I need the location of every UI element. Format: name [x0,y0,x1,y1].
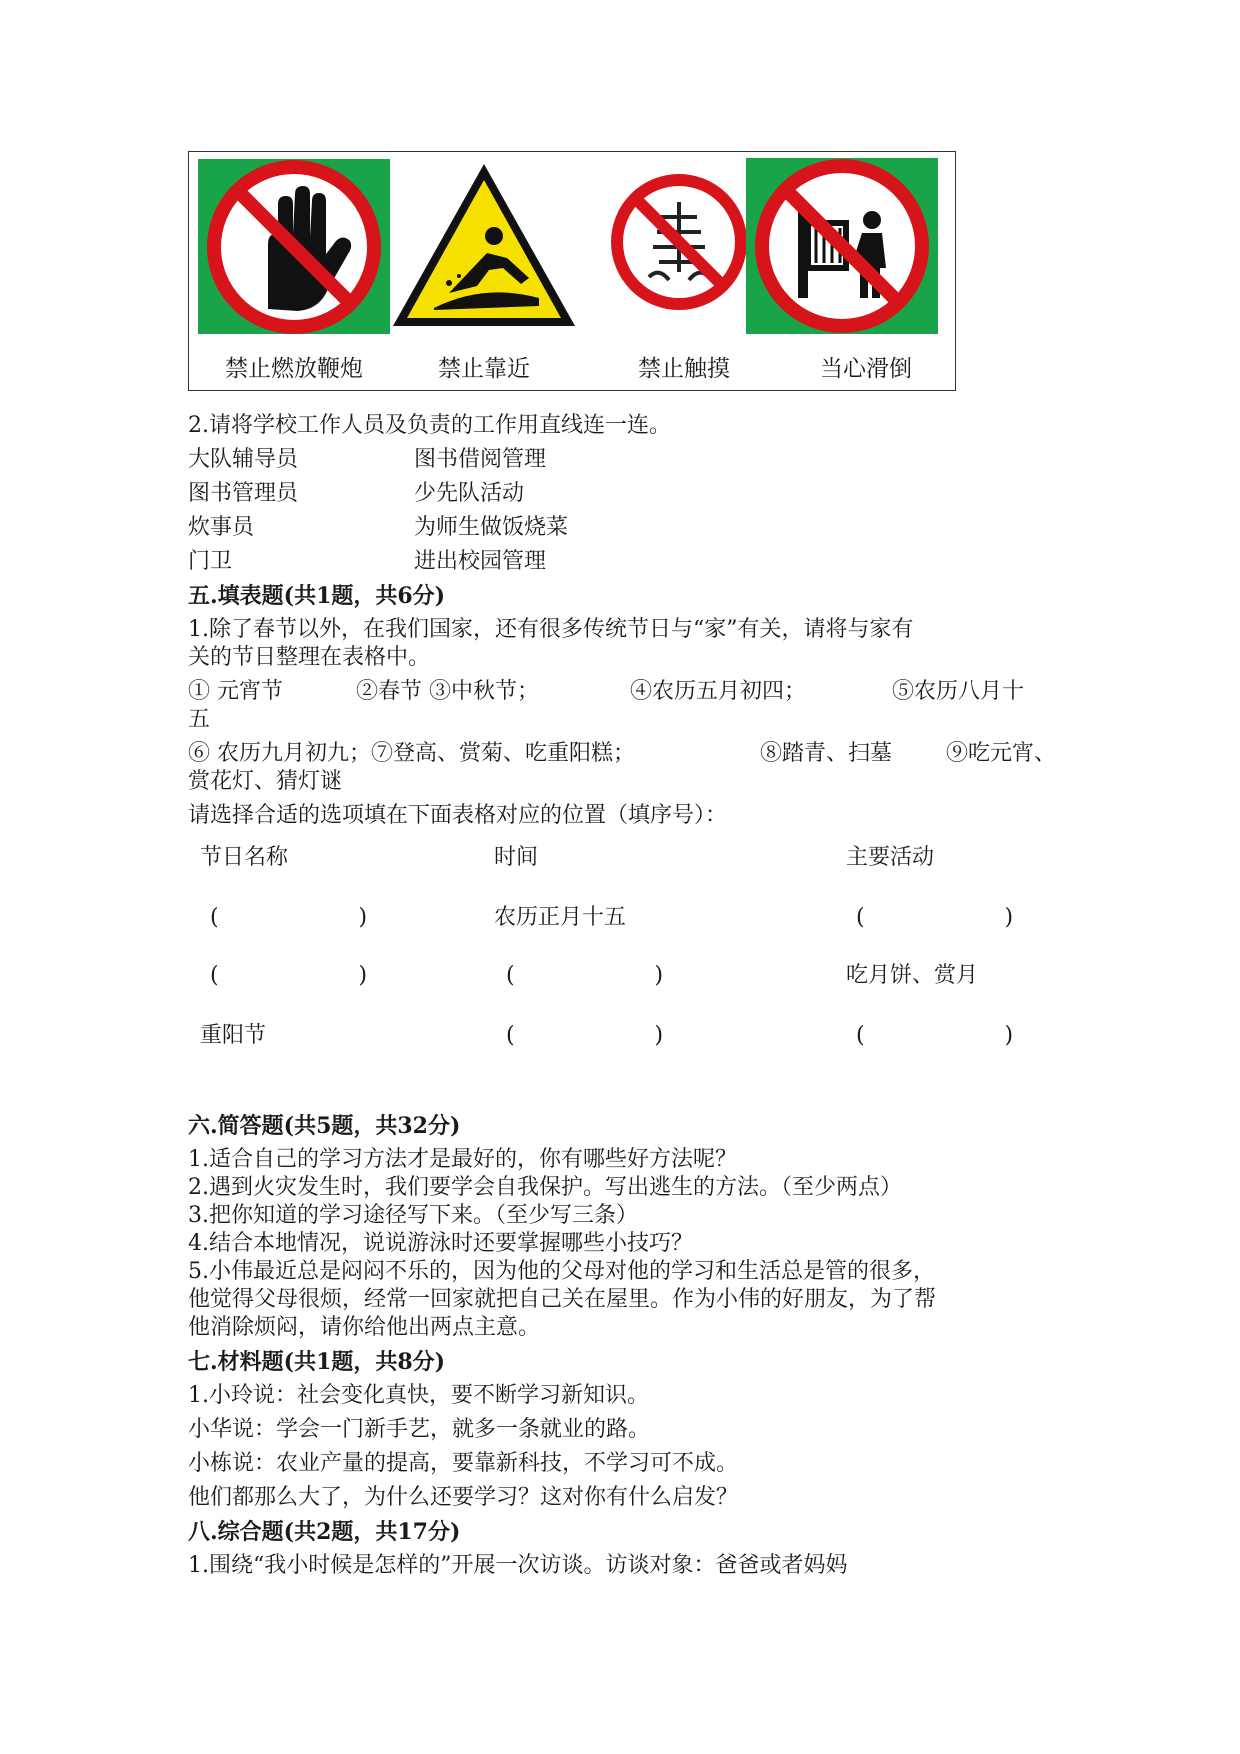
sec6-line-5: 5.小伟最近总是闷闷不乐的，因为他的父母对他的学习和生活总是管的很多， [188,1259,935,1284]
safety-sign-panel [188,151,956,391]
q2-left-2: 图书管理员 [188,481,299,506]
option-5: ⑤农历八月十 [892,679,1025,704]
sign-no-approach [746,158,938,334]
section-5-heading: 五.填表题(共1题，共6分) [188,583,446,609]
table-header-name: 节日名称 [200,845,289,870]
sign-caption-3: 禁止触摸 [638,356,730,382]
sec7-line-4: 他们都那么大了，为什么还要学习？这对你有什么启发？ [188,1485,739,1510]
table-cell-r2-c3: 吃月饼、赏月 [846,963,979,988]
sign-no-touch [198,159,390,334]
table-header-activity: 主要活动 [846,845,935,870]
option-6-7: ⑥ 农历九月初九；⑦登高、赏菊、吃重阳糕； [188,741,635,766]
sec6-line-7: 他消除烦闷，请你给他出两点主意。 [188,1315,541,1340]
option-9: ⑨吃元宵、 [946,741,1057,766]
table-cell-r3-c2: ( ) [506,1023,664,1048]
sign-no-fireworks [609,172,749,312]
table-header-time: 时间 [494,845,539,870]
sign-caption-4: 当心滑倒 [820,356,912,382]
table-cell-r3-c3: ( ) [856,1023,1014,1048]
section-7-heading: 七.材料题(共1题，共8分) [188,1349,446,1375]
sec6-line-4: 4.结合本地情况，说说游泳时还要掌握哪些小技巧？ [188,1231,693,1256]
q2-right-4: 进出校园管理 [414,549,547,574]
sec6-line-3: 3.把你知道的学习途径写下来。（至少写三条） [188,1203,638,1228]
q2-prompt: 2.请将学校工作人员及负责的工作用直线连一连。 [188,413,671,438]
table-cell-r1-c2: 农历正月十五 [494,905,627,930]
option-8: ⑧踏青、扫墓 [760,741,893,766]
q2-right-3: 为师生做饭烧菜 [414,515,569,540]
table-cell-r3-c1: 重阳节 [200,1023,267,1048]
sec6-line-2: 2.遇到火灾发生时，我们要学会自我保护。写出逃生的方法。（至少两点） [188,1175,902,1200]
no-approach-icon [746,158,938,334]
no-fireworks-icon [609,172,749,312]
q2-left-4: 门卫 [188,549,233,574]
sec7-line-2: 小华说：学会一门新手艺，就多一条就业的路。 [188,1417,651,1442]
sec6-line-6: 他觉得父母很烦，经常一回家就把自己关在屋里。作为小伟的好朋友，为了帮 [188,1287,937,1312]
table-cell-r2-c2: ( ) [506,963,664,988]
sign-caption-2: 禁止靠近 [438,356,530,382]
option-9-cont: 赏花灯、猜灯谜 [188,769,343,794]
sign-caption-1: 禁止燃放鞭炮 [225,356,363,382]
option-1: ① 元宵节 [188,679,283,704]
slip-warning-icon [389,158,579,338]
option-2-3: ②春节 ③中秋节； [356,679,539,704]
q2-right-1: 图书借阅管理 [414,447,547,472]
table-cell-r1-c1: ( ) [210,905,368,930]
sec8-line-1: 1.围绕“我小时候是怎样的”开展一次访谈。访谈对象：爸爸或者妈妈 [188,1553,848,1578]
sign-slip-warning [389,158,579,338]
q2-right-2: 少先队活动 [414,481,525,506]
sec5-instruction: 请选择合适的选项填在下面表格对应的位置（填序号）： [188,803,728,828]
sec5-q1-line-1: 1.除了春节以外，在我们国家，还有很多传统节日与“家”有关，请将与家有 [188,617,914,642]
q2-left-3: 炊事员 [188,515,255,540]
section-6-heading: 六.简答题(共5题，共32分) [188,1113,461,1139]
table-cell-r2-c1: ( ) [210,963,368,988]
option-4: ④农历五月初四； [630,679,807,704]
sec7-line-1: 1.小玲说：社会变化真快，要不断学习新知识。 [188,1383,649,1408]
table-cell-r1-c3: ( ) [856,905,1014,930]
sec7-line-3: 小栋说：农业产量的提高，要靠新科技，不学习可不成。 [188,1451,739,1476]
option-5-cont: 五 [188,707,211,732]
q2-left-1: 大队辅导员 [188,447,299,472]
no-touch-hand-icon [198,159,390,334]
sec6-line-1: 1.适合自己的学习方法才是最好的，你有哪些好方法呢？ [188,1147,737,1172]
section-8-heading: 八.综合题(共2题，共17分) [188,1519,461,1545]
sec5-q1-line-2: 关的节日整理在表格中。 [188,645,431,670]
